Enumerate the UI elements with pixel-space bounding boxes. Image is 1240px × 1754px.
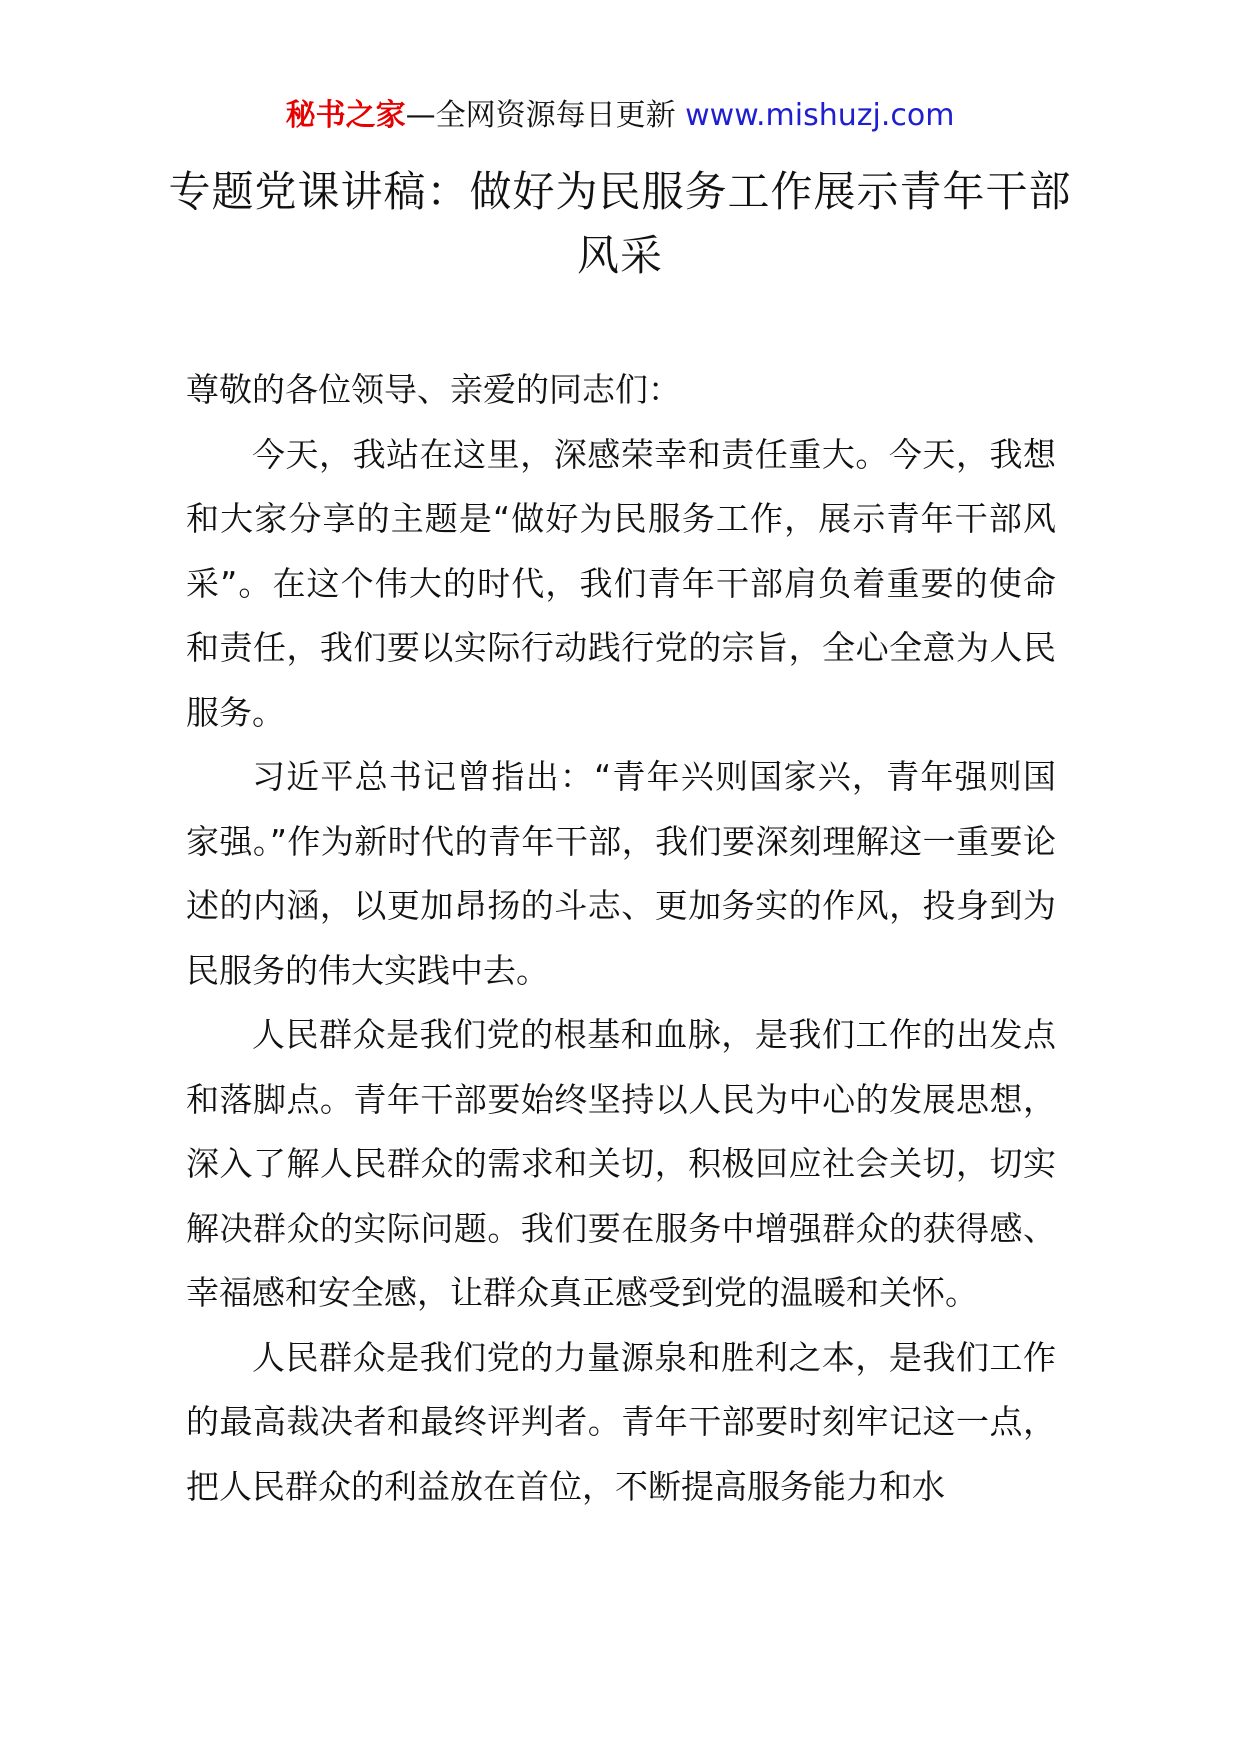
site-tagline: —全网资源每日更新	[405, 98, 676, 133]
body-paragraph: 今天，我站在这里，深感荣幸和责任重大。今天，我想和大家分享的主题是“做好为民服务工作，展示青年干部风采”。在这个伟大的时代，我们青年干部肩负着重要的使命和责任，我们要以实际行动践行党的宗旨，全心全意为人民服务。	[186, 434, 1056, 732]
document-title: 专题党课讲稿：做好为民服务工作展示青年干部风采	[168, 167, 1072, 280]
document-body	[186, 358, 1056, 1519]
body-paragraph: 人民群众是我们党的根基和血脉，是我们工作的出发点和落脚点。青年干部要始终坚持以人民为中心的发展思想，深入了解人民群众的需求和关切，积极回应社会关切，切实解决群众的实际问题。我们要在服务中增强群众的获得感、幸福感和安全感，让群众真正感受到党的温暖和关怀。	[186, 1015, 1056, 1312]
body-paragraph: 人民群众是我们党的力量源泉和胜利之本，是我们工作的最高裁决者和最终评判者。青年干部要时刻牢记这一点，把人民群众的利益放在首位，不断提高服务能力和水	[186, 1337, 1056, 1506]
body-paragraph: 习近平总书记曾指出：“青年兴则国家兴，青年强则国家强。”作为新时代的青年干部，我们要深刻理解这一重要论述的内涵，以更加昂扬的斗志、更加务实的作风，投身到为民服务的伟大实践中去。	[186, 757, 1056, 990]
site-header	[0, 96, 1240, 136]
site-url-link[interactable]: www.mishuzj.com	[685, 98, 955, 133]
salutation: 尊敬的各位领导、亲爱的同志们：	[186, 370, 681, 409]
brand-name: 秘书之家	[285, 98, 406, 133]
